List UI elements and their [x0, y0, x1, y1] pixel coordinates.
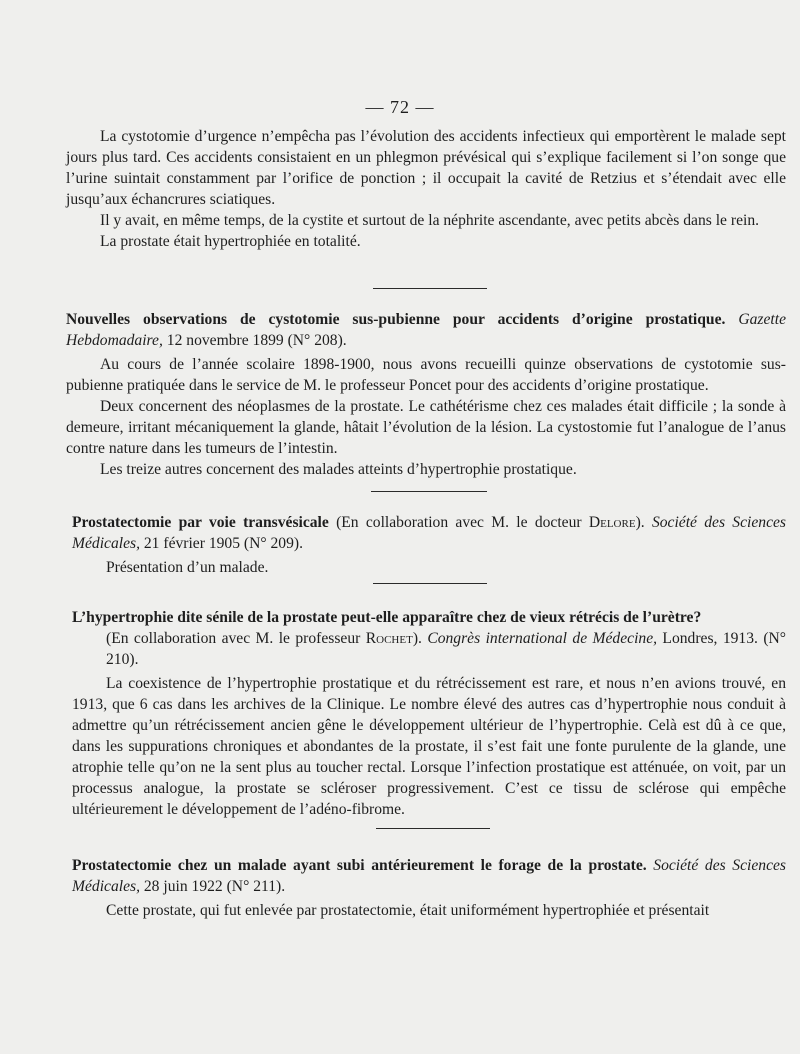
- entry-heading-continuation: [72, 628, 786, 670]
- paragraph: Présentation d’un malade.: [106, 559, 269, 576]
- entry-reference: Londres, 1913. (N° 210).: [106, 630, 787, 668]
- entry-collaboration-end: ).: [635, 514, 652, 531]
- entry-journal: Gazette Hebdomadaire,: [66, 311, 786, 349]
- paragraph: Il y avait, en même temps, de la cystite et surtout de la néphrite ascendante, avec petits abcès dans le rein.: [100, 212, 760, 229]
- entry-title: Nouvelles observations de cystotomie sus-pubienne pour accidents d’origine prostatique.: [66, 311, 726, 328]
- collaborator-name: Delore: [588, 514, 636, 531]
- entry-heading: [66, 309, 786, 351]
- entry-heading: [72, 855, 786, 897]
- entry-collaboration: (En collaboration avec M. le docteur: [328, 514, 589, 531]
- paragraph: Cette prostate, qui fut enlevée par prostatectomie, était uniformément hypertrophiée et présentait: [106, 902, 710, 919]
- entry-journal: Congrès international de Médecine,: [427, 630, 658, 647]
- entry-title: Prostatectomie chez un malade ayant subi antérieurement le forage de la prostate.: [72, 857, 647, 874]
- entry-reference: 21 février 1905 (N° 209).: [139, 535, 303, 552]
- section-divider: [371, 491, 487, 492]
- collaborator-name: Rochet: [365, 630, 413, 647]
- entry-hypertrophie-senile: [72, 607, 786, 820]
- entry-heading: [72, 512, 786, 554]
- paragraph: Deux concernent des néoplasmes de la prostate. Le cathétérisme chez ces malades était difficile ; la sonde à demeure, irritant mécaniquement la glande, hâtait l’évolution de la lésion. La cystostomie fut l’analogue de l’anus contre nature dans les tumeurs de l’intestin.: [66, 398, 786, 457]
- paragraph: Au cours de l’année scolaire 1898-1900, nous avons recueilli quinze observations de cystotomie sus-pubienne pratiquée dans le service de M. le professeur Poncet pour des accidents d’origine prostatique.: [66, 356, 786, 394]
- entry-journal: Société des Sciences Médicales,: [72, 514, 786, 552]
- entry-collaboration: (En collaboration avec M. le professeur: [106, 630, 366, 647]
- entry-reference: 12 novembre 1899 (N° 208).: [162, 332, 347, 349]
- paragraph: La cystotomie d’urgence n’empêcha pas l’évolution des accidents infectieux qui emportèrent le malade sept jours plus tard. Ces accidents consistaient en un phlegmon prévésical qui s’explique facilement si l’on songe que l’urine suintait constamment par l’orifice de ponction ; il occupait la cavité de Retzius et s’étendait avec elle jusqu’aux échancrures sciatiques.: [66, 128, 786, 208]
- page-number: — 72 —: [365, 97, 435, 117]
- entry-prostatectomie-transvesicale: [72, 512, 786, 578]
- section-divider: [373, 583, 487, 584]
- paragraph: La coexistence de l’hypertrophie prostatique et du rétrécissement est rare, et nous n’en avions trouvé, en 1913, que 6 cas dans les archives de la Clinique. Le nombre élevé des autres cas d’hypertrophie nous conduit à admettre qu’un rétrécissement ancien gêne le développement ultérieur de l’hypertrophie. Celà est dû à ce que, dans les suppurations chroniques et abondantes de la prostate, il s’est fait une fonte purulente de la glande, une atrophie telle qu’on ne la sent plus au toucher rectal. Lorsque l’infection prostatique est atténuée, on voit, par un processus analogue, la prostate se scléroser progressivement. C’est ce tissu de sclérose qui empêche ultérieurement le développement de l’adéno-fibrome.: [72, 675, 786, 818]
- entry-journal: Société des Sciences Médicales,: [72, 857, 786, 895]
- entry-title: Prostatectomie par voie transvésicale: [72, 514, 329, 531]
- section-divider: [373, 288, 487, 289]
- paragraph: Les treize autres concernent des malades atteints d’hypertrophie prostatique.: [100, 461, 577, 478]
- section-continuation: [66, 126, 786, 252]
- entry-cystotomie: [66, 309, 786, 480]
- entry-collaboration-end: ).: [412, 630, 428, 647]
- entry-reference: 28 juin 1922 (N° 211).: [139, 878, 286, 895]
- section-divider: [376, 828, 490, 829]
- paragraph: La prostate était hypertrophiée en totalité.: [100, 233, 361, 250]
- entry-heading: [72, 607, 786, 670]
- entry-prostatectomie-forage: [72, 855, 786, 921]
- entry-title: L’hypertrophie dite sénile de la prostate peut-elle apparaître chez de vieux rétrécis de l’urètre?: [72, 609, 702, 626]
